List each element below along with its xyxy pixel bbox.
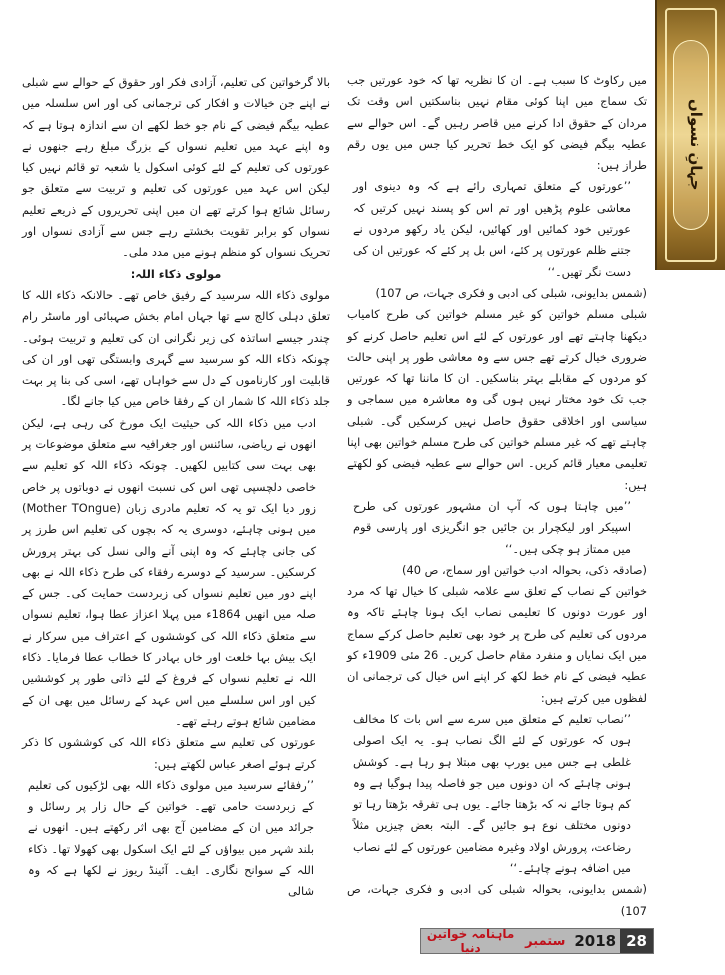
left-column — [22, 72, 330, 903]
section-title: جہانِ نسواں — [687, 99, 705, 191]
paragraph: بالا گرخواتین کی تعلیم، آزادی فکر اور حقوق کے حوالے سے شبلی نے اپنے جن خیالات و افکار کی ترجمانی کی اور اس سلسلہ میں عطیہ بیگم فیضی کے نام جو خط لکھے ان سے اندازہ ہوتا ہے کہ وہ اپنے عہد میں تعلیم نسواں کے بزرگ مبلغ رہے جنھوں نے عورتوں کی تعلیم کے لئے کوئی اسکول یا شعبہ تو قائم نہیں کیا لیکن اس عہد میں عورتوں کی تعلیم و تربیت سے متعلق جو رسائل شائع ہوا کرتے تھے ان میں اپنی تحریروں کے ذریعے تعلیم نسواں کو برابر تقویت بخشتے رہے جس سے آزادی نسواں اور تحریک نسواں کو منظم ہونے میں مدد ملی۔ — [22, 75, 330, 260]
issue-year: 2018 — [574, 932, 617, 950]
paragraph: میں رکاوٹ کا سبب ہے۔ ان کا نظریہ تھا کہ خود عورتیں جب تک سماج میں اپنا کوئی مقام نہیں بناسکتیں اس وقت تک مردان کے حقوق ادا کرنے میں قاصر رہیں گے۔ اس حوالے سے عطیہ بیگم فیضی کو ایک خط تحریر کیا جس میں یوں رقم طراز ہیں: — [347, 73, 647, 173]
paragraph: ادب میں ذکاء اللہ کی حیثیت ایک مورخ کی رہی ہے، لیکن انھوں نے ریاضی، سائنس اور جغرافیہ سے متعلق موضوعات پر بھی بہت سی کتابیں لکھیں۔ چونکہ ذکاء اللہ کو تعلیم سے خاصی دلچسپی تھی اس کی نسبت انھوں نے دوباتوں پر خاص زور دیا ایک تو یہ کہ تعلیم مادری زبان (Mother TOngue) میں ہونی چاہئے، دوسری یہ کہ بچوں کی تعلیم اس طرز پر کی جانی چاہئے کہ وہ اپنی آنے والی نسل کی بہتر پرورش کرسکیں۔ سرسید کے دوسرے رفقاء کی طرح ذکاء اللہ نے بھی اپنے دور میں تعلیم نسواں کی زبردست حمایت کی۔ جس کے صلہ میں انھیں 1864ء میں پہلا اعزاز عطا ہوا، تعلیم نسواں سے متعلق ذکاء اللہ کی کوششوں کے اعتراف میں سرکار نے ایک بیش بہا خلعت اور خاں بہادر کا خطاب عطا فرمایا۔ ذکاء اللہ نے تعلیم نسواں کے فروغ کے لئے ذاتی طور پر کوششیں کیں اور اس سلسلے میں اس عہد کے رسائل میں بھی ان کے مضامین شائع ہوتے رہتے تھے۔ — [22, 415, 316, 728]
quote: ’’نصاب تعلیم کے متعلق میں سرے سے اس بات کا مخالف ہوں کہ عورتوں کے لئے الگ نصاب ہو۔ یہ ایک اصولی غلطی ہے جس میں یورپ بھی مبتلا ہو رہا ہے۔ کوشش ہونی چاہئے کہ ان دونوں میں جو فاصلہ پیدا ہوگیا ہے وہ کم ہوتا جائے نہ کہ بڑھتا جائے۔ یوں ہی تفرقہ بڑھتا رہا تو دونوں مختلف نوع ہو جائیں گے۔ البتہ بعض چیزیں مثلاً رضاعت، پرورش اولاد وغیرہ مضامین عورتوں کے لئے نصاب میں اضافہ ہونے چاہئے۔‘‘ — [353, 711, 631, 875]
citation: (شمس بدایونی، شبلی کی ادبی و فکری جہات، ص 107) — [375, 285, 647, 300]
decorative-side-banner — [655, 0, 725, 270]
paragraph: عورتوں کی تعلیم سے متعلق ذکاء اللہ کی کوششوں کا ذکر کرتے ہوئے اصغر عباس لکھتے ہیں: — [22, 735, 316, 771]
paragraph: خواتین کے نصاب کے تعلق سے علامہ شبلی کا خیال تھا کہ مرد اور عورت دونوں کا تعلیمی نصاب ایک ہونا چاہئے تاکہ وہ مردوں کی تعلیم کی طرح پر خود بھی تعلیم حاصل کرکے سماج میں ایک نمایاں و منفرد مقام حاصل کریں۔ 26 مئی 1909ء کو عطیہ فیضی کے نام خط لکھ کر اپنے اس خیال کی ترجمانی ان لفظوں میں کرتے ہیں: — [347, 584, 647, 705]
citation: (شمس بدایونی، بحوالہ شبلی کی ادبی و فکری جہات، ص 107) — [347, 882, 647, 918]
right-column — [347, 70, 647, 922]
quote: ’’رفقائے سرسید میں مولوی ذکاء اللہ بھی لڑکیوں کی تعلیم کے زبردست حامی تھے۔ خواتین کے حال زار پر رسائل و جرائد میں ان کے مضامین آج بھی اثر رکھتے ہیں۔ انھوں نے بلند شہر میں بیواؤں کے لئے ایک اسکول بھی کھولا تھا۔ ذکاء اللہ کے سوانح نگاری۔ ایف۔ آئینڈ ریوز نے لکھا ہے کہ وہ شالی — [28, 777, 314, 899]
section-heading: مولوی ذکاء اللہ: — [130, 266, 222, 281]
magazine-name: ماہنامہ خواتین دنیا — [426, 927, 515, 955]
paragraph: شبلی مسلم خواتین کو غیر مسلم خواتین کی طرح کامیاب دیکھنا چاہتے تھے اور عورتوں کے لئے اس تعلیم حاصل کرنے کو ضروری خیال کرتے تھے جس سے وہ معاشی طور پر اپنی حالت کو مردوں کے مقابلے بہتر بناسکیں۔ ان کا ماننا تھا کہ عورتیں جب تک خود مختار نہیں ہوں گی وہ معاشرہ میں سماجی و سیاسی اور اخلاقی حقوق حاصل نہیں کرسکیں گی۔ شبلی چاہتے تھے کہ غیر مسلم خواتین کی طرح مسلم خواتین بھی اپنا تعلیمی معیار قائم کریں۔ اس حوالے سے عطیہ فیضی کو لکھتے ہیں: — [347, 307, 647, 492]
quote: ’’عورتوں کے متعلق تمہاری رائے ہے کہ وہ دینوی اور معاشی علوم پڑھیں اور تم اس کو پسند نہیں کرتیں کہ عورتیں خود کمائیں اور کھائیں، لیکن یاد رکھو مردوں نے جتنے ظلم عورتوں پر کئے، اس بل پر کئے کہ عورتیں ان کی دست نگر تھیں۔‘‘ — [353, 179, 631, 279]
issue-month: ستمبر — [525, 933, 566, 949]
page-footer — [420, 928, 654, 954]
quote: ’’میں چاہتا ہوں کہ آپ ان مشہور عورتوں کی طرح اسپیکر اور لیکچرار بن جائیں جو انگریزی اور پارسی قوم میں ممتاز ہو چکی ہیں۔‘‘ — [353, 498, 631, 556]
page-number: 28 — [620, 929, 653, 953]
paragraph: مولوی ذکاء اللہ سرسید کے رفیق خاص تھے۔ حالانکہ ذکاء اللہ کا تعلق دہلی کالج سے تھا جہاں امام بخش صہبائی اور ماسٹر رام چندر جیسے اساتذہ کی زیر نگرانی ان کی تعلیم و تربیت ہوئی۔ چونکہ ذکاء اللہ کو سرسید سے گہری وابستگی تھی اور ان کی قابلیت اور کارناموں کے دل سے خواہاں تھے، اسی کی بنا پر بہت جلد ذکاء اللہ کا شمار ان کے رفقا خاص میں کیا جانے لگا۔ — [22, 287, 330, 409]
citation: (صادقہ ذکی، بحوالہ ادب خواتین اور سماج، ص 40) — [402, 562, 647, 577]
